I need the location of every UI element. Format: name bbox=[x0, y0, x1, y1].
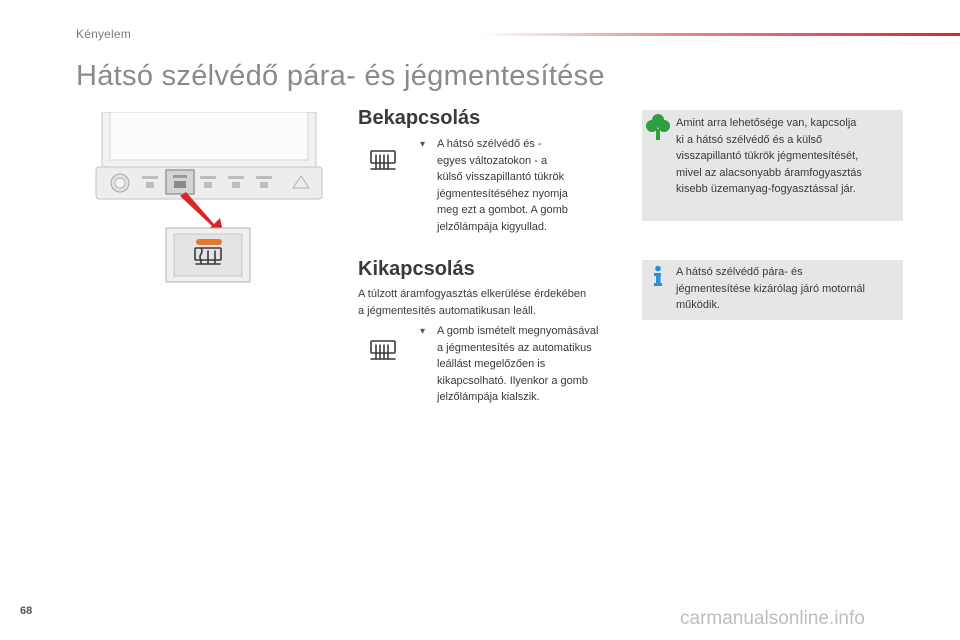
info-note-text bbox=[676, 264, 898, 314]
text-line: Amint arra lehetősége van, kapcsolja bbox=[676, 117, 857, 129]
bullet-icon: ▾ bbox=[420, 139, 426, 150]
text-line: mivel az alacsonyabb áramfogyasztás bbox=[676, 166, 862, 179]
text-line: jelzőlámpája kialszik. bbox=[437, 391, 540, 403]
watermark: carmanualsonline.info bbox=[680, 608, 865, 629]
bekapcsolas-heading: Bekapcsolás bbox=[358, 107, 481, 129]
text-line: külső visszapillantó tükrök bbox=[437, 171, 565, 183]
page-title: Hátsó szélvédő pára- és jégmentesítése bbox=[76, 60, 605, 92]
rear-defrost-icon bbox=[370, 150, 396, 172]
kikapcsolas-heading: Kikapcsolás bbox=[358, 258, 475, 280]
text-line: jégmentesítése kizárólag járó motornál bbox=[676, 282, 865, 295]
text-line: kikapcsolható. Ilyenkor a gomb bbox=[437, 374, 589, 387]
text-line: A gomb ismételt megnyomásával bbox=[437, 325, 599, 337]
text-line: a jégmentesítés automatikusan leáll. bbox=[358, 304, 536, 317]
text-line: kisebb üzemanyag-fogyasztással jár. bbox=[676, 183, 856, 195]
text-line: jelzőlámpája kigyullad. bbox=[437, 220, 548, 233]
tree-icon bbox=[646, 113, 670, 141]
bullet-icon: ▾ bbox=[420, 326, 426, 337]
text-line: egyes változatokon - a bbox=[437, 154, 548, 167]
text-line: jégmentesítéséhez nyomja bbox=[437, 187, 568, 200]
section-label: Kényelem bbox=[76, 27, 131, 41]
text-line: A hátsó szélvédő és - bbox=[437, 138, 542, 150]
text-line: visszapillantó tükrök jégmentesítését, bbox=[676, 150, 859, 162]
text-line: a jégmentesítés az automatikus bbox=[437, 341, 592, 354]
kikapcsolas-text bbox=[437, 323, 627, 406]
dashboard-illustration bbox=[90, 112, 330, 292]
header-divider bbox=[480, 33, 960, 36]
text-line: leállást megelőzően is bbox=[437, 358, 546, 370]
info-icon bbox=[651, 265, 665, 287]
page-number: 68 bbox=[20, 605, 33, 617]
eco-note-text bbox=[676, 115, 898, 198]
text-line: működik. bbox=[676, 299, 721, 311]
kikapcsolas-intro bbox=[358, 286, 628, 319]
text-line: A hátsó szélvédő pára- és bbox=[676, 266, 803, 278]
bekapcsolas-text bbox=[437, 136, 597, 235]
text-line: A túlzott áramfogyasztás elkerülése érdekében bbox=[358, 288, 587, 300]
text-line: ki a hátsó szélvédő és a külső bbox=[676, 133, 823, 146]
rear-defrost-icon bbox=[370, 340, 396, 362]
text-line: meg ezt a gombot. A gomb bbox=[437, 204, 568, 216]
